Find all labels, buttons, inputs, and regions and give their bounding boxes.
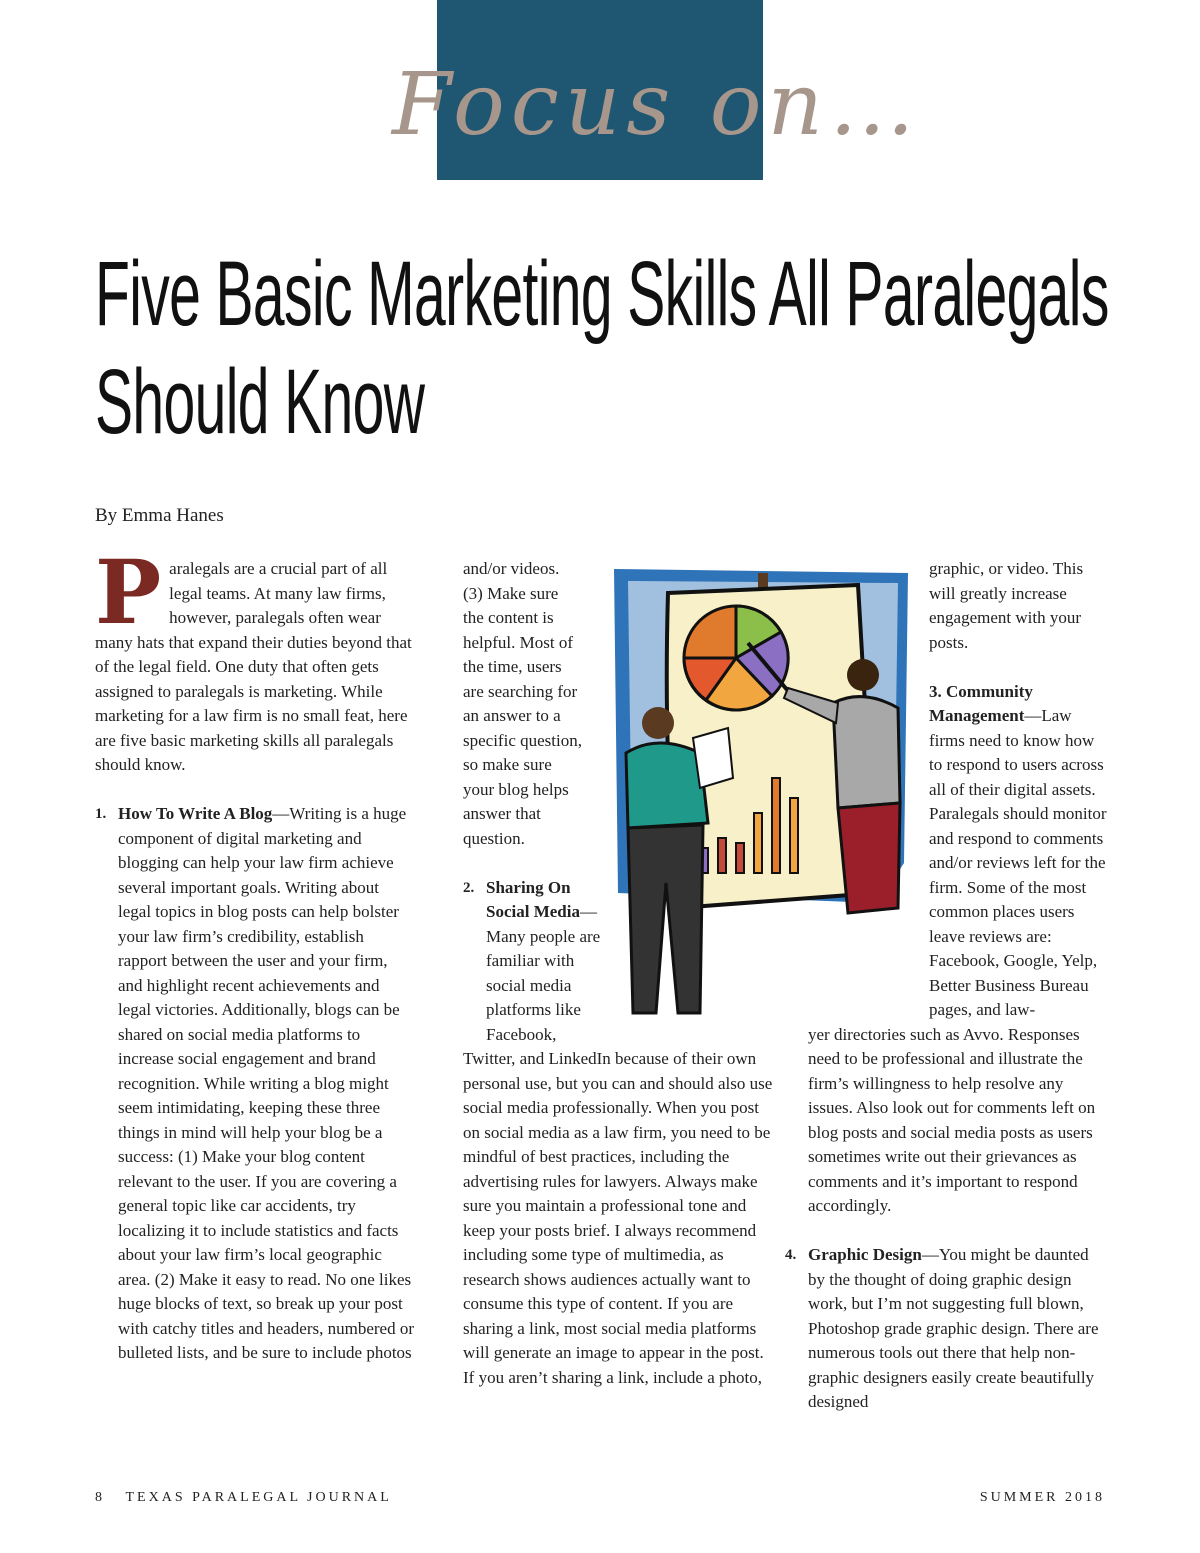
intro-text: aralegals are a crucial part of all legal teams. At many law firms, however, paralegals often wear many hats that expand their duties beyond that of the legal field. One duty that often gets assigned to paralegals is marketing. While marketing for a law firm is no small feat, here are five basic marketing skills all paralegals should know. — [95, 559, 412, 774]
intro-paragraph — [95, 540, 415, 778]
item-heading: Graphic Design — [808, 1245, 922, 1264]
col3-continued-text: graphic, or video. This will greatly increase engagement with your posts. — [929, 559, 1084, 652]
list-item-2 — [463, 876, 606, 1048]
item-number: 1. — [95, 806, 107, 822]
item-number: 3. — [929, 681, 942, 701]
item-heading: Community Management — [929, 681, 1033, 725]
item-text: —Many people are familiar with social media platforms like Facebook, — [486, 902, 601, 1044]
item-heading: Sharing On Social Media — [486, 877, 580, 921]
title-line-2: Should Know — [95, 351, 425, 453]
item-heading: How To Write A Blog — [118, 804, 273, 823]
footer-left — [95, 1490, 392, 1506]
list-item-1 — [95, 802, 415, 1366]
item-2-continued: Twitter, and LinkedIn because of their own personal use, but you can and should also use social media professionally. When you post on social media as a law firm, you need to be mindful of best practices, including the advertising rules for lawyers. Always make sure you maintain a professional tone and keep your posts brief. I always recommend including some type of multimedia, as research shows audiences actually want to consume this type of content. If you are sharing a link, most social media platforms will generate an image to appear in the post. If you aren’t sharing a link, include a photo, — [463, 1049, 773, 1387]
title-line-1: Five Basic Marketing Skills All Paralegals — [95, 243, 1109, 345]
list-item-4 — [785, 1243, 1108, 1415]
presentation-illustration — [608, 563, 918, 1033]
focus-on-label: Focus on… — [392, 55, 921, 155]
journal-name: TEXAS PARALEGAL JOURNAL — [125, 1490, 392, 1505]
column-1 — [95, 540, 415, 1366]
pie-chart-icon — [684, 606, 788, 710]
byline: By Emma Hanes — [95, 505, 224, 526]
article-title — [95, 240, 1137, 456]
item-3-continued: yer directories such as Avvo. Responses need to be professional and illustrate the firm’s willingness to help resolve any issues. Also look out for comments left on blog posts and social media posts as users sometimes write out their grievances as comments and it’s important to respond accordingly. — [808, 1024, 1096, 1215]
item-text: —Writing is a huge component of digital marketing and blogging can help your law firm achieve several important goals. Writing about legal topics in blog posts can help bolster your law firm’s credibility, establish rapport between the user and your firm, and highlight recent achievements and legal victories. Additionally, blogs can be shared on social media platforms to increase social engagement and brand recognition. While writing a blog might seem intimidating, keeping these three things in mind will help your blog be a success: (1) Make your blog content relevant to the user. If you are covering a general topic like car accidents, try localizing it to include statistics and facts about your law firm’s local geographic area. (2) Make it easy to read. No one likes huge blocks of text, so break up your post with catchy titles and headers, numbered or bulleted lists, and be sure to include photos — [118, 804, 414, 1362]
col3-narrow-block — [929, 557, 1107, 1023]
item-text: —Law firms need to know how to respond to users across all of their digital assets. Paralegals should monitor and respond to comments and/or reviews left for the firm. Some of the most common places users leave reviews are: Facebook, Google, Yelp, Better Business Bureau pages, and law- — [929, 706, 1107, 1019]
col2-continued-text: and/or videos. (3) Make sure the content is helpful. Most of the time, users are searching for an answer to a specific question, so make sure your blog helps answer that question. — [463, 559, 582, 848]
issue-date: SUMMER 2018 — [979, 1490, 1105, 1505]
list-item-3 — [929, 680, 1107, 1023]
item-number: 2. — [463, 879, 475, 896]
page-number: 8 — [95, 1490, 105, 1505]
drop-cap: P — [95, 540, 162, 644]
item-number: 4. — [785, 1247, 797, 1263]
item-text: —You might be daunted by the thought of doing graphic design work, but I’m not suggesting full blown, Photoshop grade graphic design. There are numerous tools out there that help non-graphic designers easily create beautifully designed — [808, 1245, 1099, 1411]
